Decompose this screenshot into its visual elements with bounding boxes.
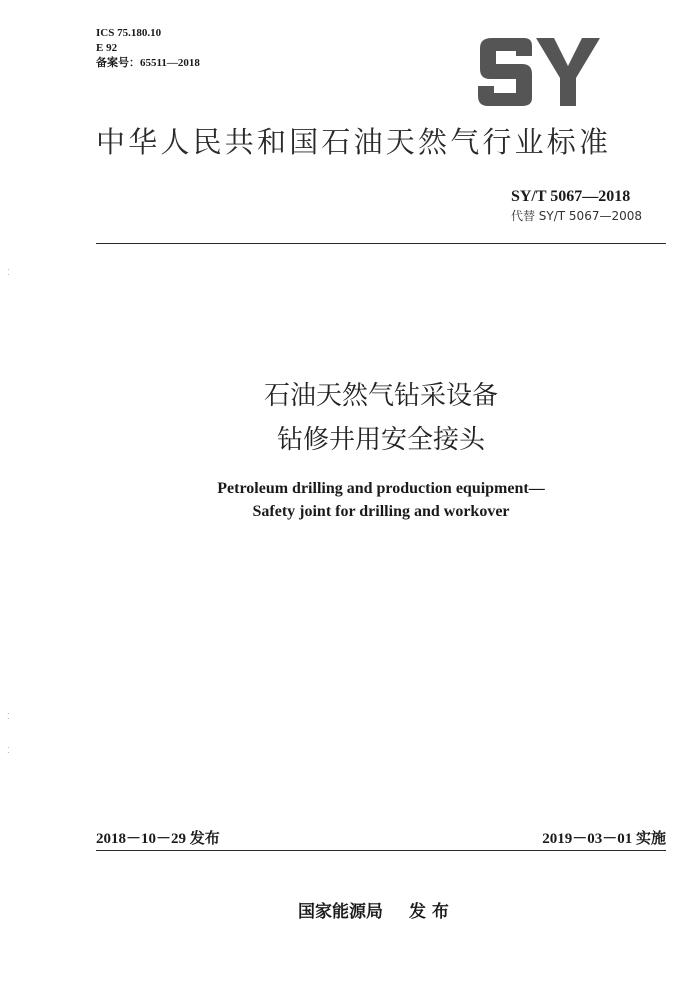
record-number: 备案号：65511—2018 (96, 57, 200, 69)
scan-speck: ⁚ (7, 712, 10, 721)
english-title-line-1: Petroleum drilling and production equipment— (217, 480, 545, 497)
scan-speck: ⁚ (7, 268, 10, 277)
publisher-action: 发 布 (409, 902, 449, 922)
sy-logo (472, 34, 604, 110)
issuing-body-title: 中华人民共和国石油天然气行业标准 (96, 125, 612, 159)
standard-code-block (511, 188, 642, 224)
classification-block (96, 26, 200, 71)
ics-code: ICS 75.180.10 (96, 27, 162, 39)
sy-logo-graphic (472, 34, 604, 110)
header-divider (96, 243, 666, 244)
standard-number: SY/T 5067—2018 (510, 188, 631, 205)
replaced-standard: 代替 SY/T 5067—2008 (510, 209, 642, 223)
logo-letter-s (478, 38, 532, 106)
publisher-name: 国家能源局 (298, 902, 383, 922)
footer-divider (96, 850, 666, 851)
chinese-title-line-2: 钻修井用安全接头 (276, 425, 485, 455)
logo-letter-y (536, 38, 600, 106)
issue-date: 2018－10－29 发布 (96, 831, 220, 847)
publisher-line (298, 897, 449, 922)
scan-speck: ⁚ (7, 746, 10, 755)
implementation-date: 2019－03－01 实施 (542, 831, 666, 847)
ccs-code: E 92 (96, 42, 118, 54)
chinese-title-line-1: 石油天然气钻采设备 (263, 381, 498, 411)
english-title-line-2: Safety joint for drilling and workover (252, 503, 510, 520)
